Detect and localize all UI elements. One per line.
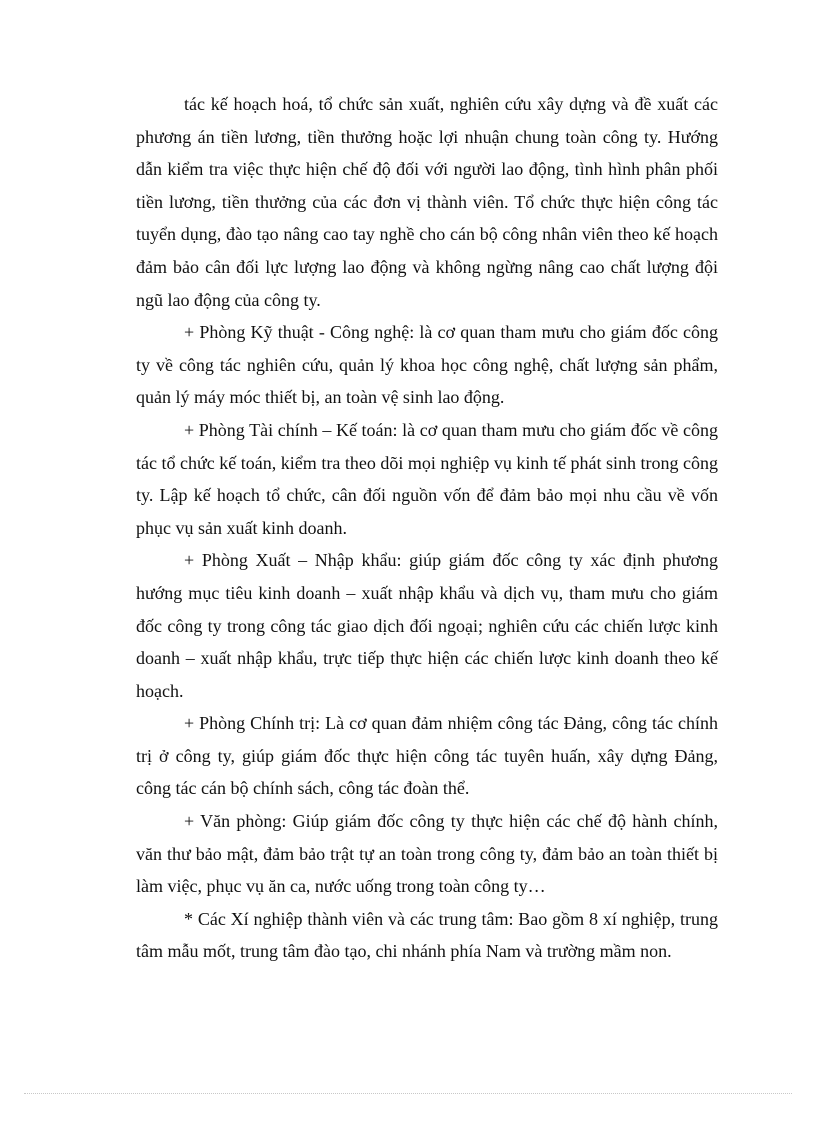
paragraph-technical-department: + Phòng Kỹ thuật - Công nghệ: là cơ quan tham mưu cho giám đốc công ty về công tác nghiên cứu, quản lý khoa học công nghệ, chất lượng sản phẩm, quản lý máy móc thiết bị, an toàn vệ sinh lao động.: [136, 322, 718, 408]
paragraph-office: + Văn phòng: Giúp giám đốc công ty thực hiện các chế độ hành chính, văn thư bảo mật, đảm bảo trật tự an toàn trong công ty, đảm bảo an toàn thiết bị làm việc, phục vụ ăn ca, nước uống trong toàn công ty…: [136, 811, 718, 897]
paragraph-import-export-department: + Phòng Xuất – Nhập khẩu: giúp giám đốc công ty xác định phương hướng mục tiêu kinh doanh – xuất nhập khẩu và dịch vụ, tham mưu cho giám đốc công ty trong công tác giao dịch đối ngoại; nghiên cứu các chiến lược kinh doanh – xuất nhập khẩu, trực tiếp thực hiện các chiến lược kinh doanh theo kế hoạch.: [136, 550, 718, 701]
paragraph-member-enterprises: * Các Xí nghiệp thành viên và các trung tâm: Bao gồm 8 xí nghiệp, trung tâm mẫu mốt, trung tâm đào tạo, chi nhánh phía Nam và trường mầm non.: [136, 908, 718, 962]
paragraph-hr-duties: tác kế hoạch hoá, tổ chức sản xuất, nghiên cứu xây dựng và đề xuất các phương án tiền lương, tiền thưởng hoặc lợi nhuận chung toàn công ty. Hướng dẫn kiểm tra việc thực hiện chế độ đối với người lao động, tình hình phân phối tiền lương, tiền thưởng của các đơn vị thành viên. Tổ chức thực hiện công tác tuyển dụng, đào tạo nâng cao tay nghề cho cán bộ công nhân viên theo kế hoạch đảm bảo cân đối lực lượng lao động và không ngừng nâng cao chất lượng đội ngũ lao động của công ty.: [136, 94, 718, 310]
paragraph-political-department: + Phòng Chính trị: Là cơ quan đảm nhiệm công tác Đảng, công tác chính trị ở công ty, giúp giám đốc thực hiện công tác tuyên huấn, xây dựng Đảng, công tác cán bộ chính sách, công tác đoàn thể.: [136, 713, 718, 799]
page-bottom-divider: [24, 1093, 792, 1094]
paragraph-finance-department: + Phòng Tài chính – Kế toán: là cơ quan tham mưu cho giám đốc về công tác tổ chức kế toán, kiểm tra theo dõi mọi nghiệp vụ kinh tế phát sinh trong công ty. Lập kế hoạch tổ chức, cân đối nguồn vốn để đảm bảo mọi nhu cầu về vốn phục vụ sản xuất kinh doanh.: [136, 419, 718, 538]
document-page: [136, 88, 718, 968]
